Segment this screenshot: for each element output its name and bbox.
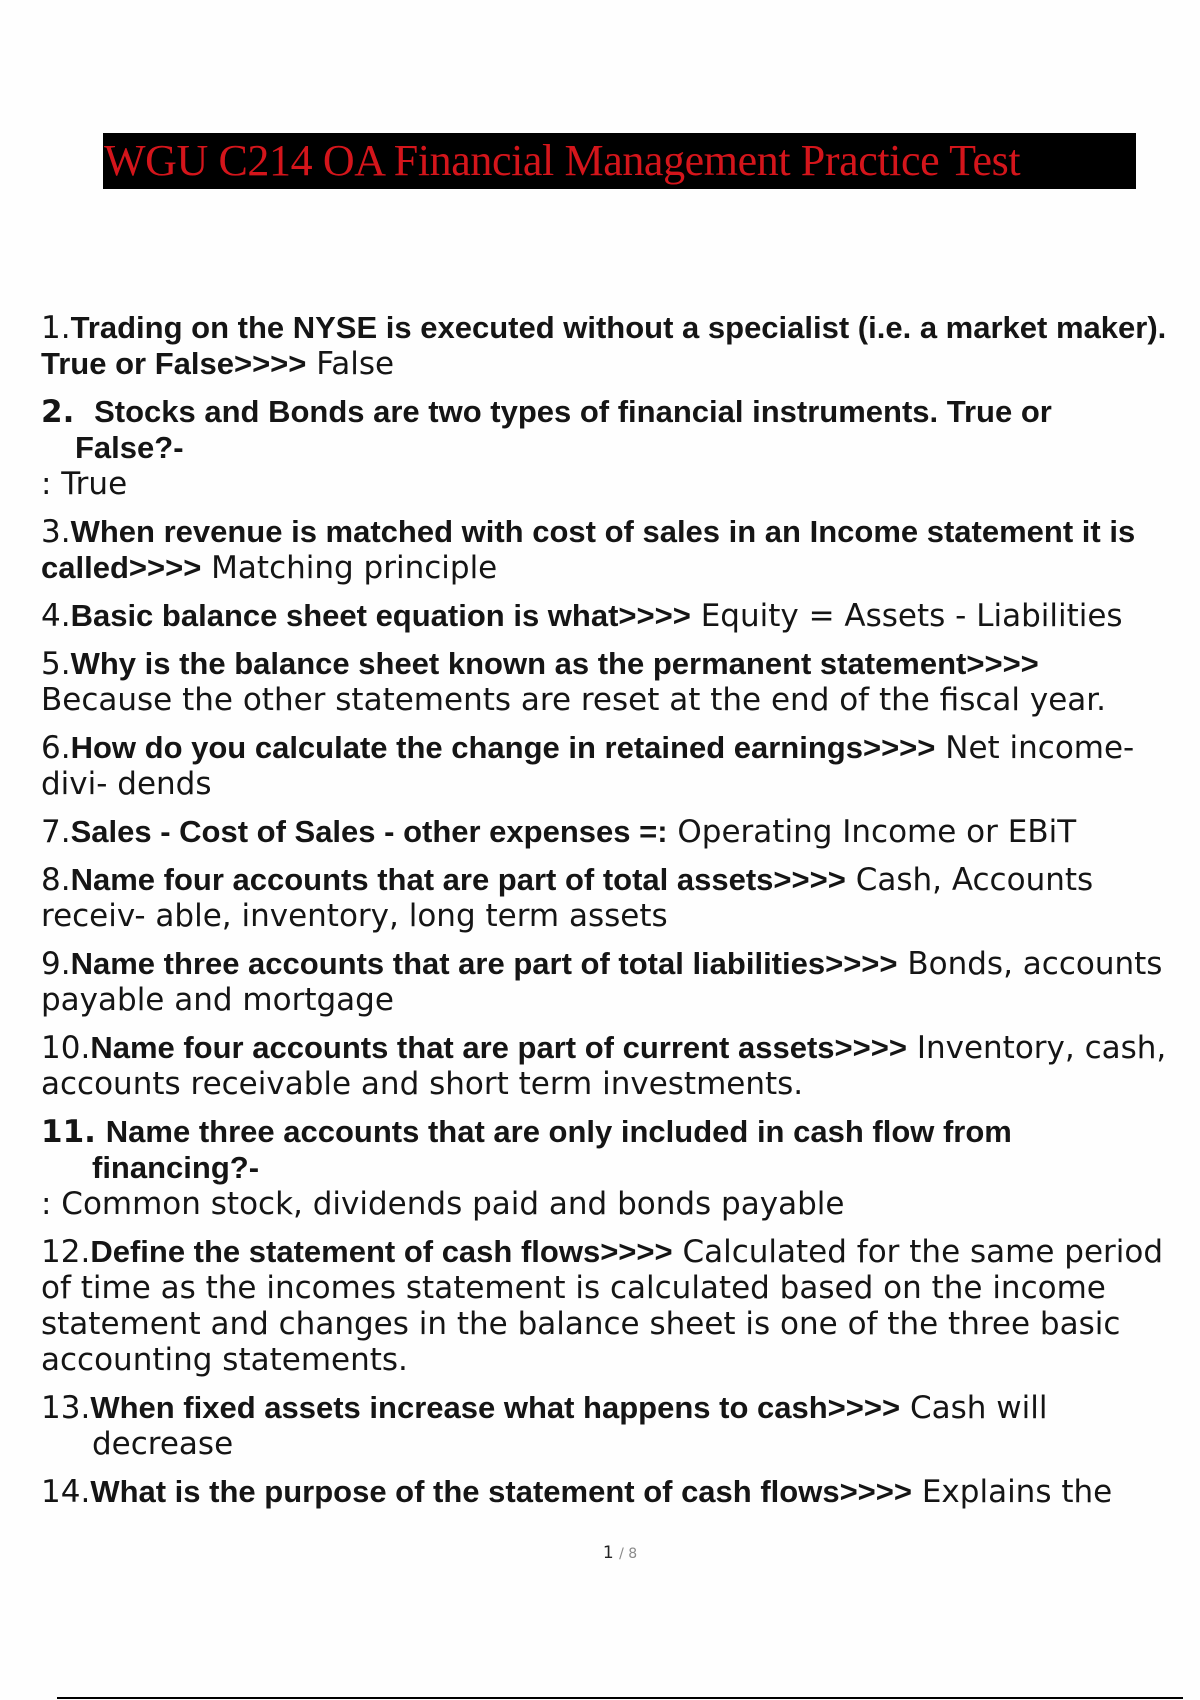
- question-item-8: [41, 862, 1171, 934]
- question-number: 2.: [41, 394, 75, 430]
- question-item-10: [41, 1030, 1171, 1102]
- question-number: 11.: [41, 1114, 96, 1150]
- question-number: 3.: [41, 514, 71, 550]
- question-text: Define the statement of cash flows>>>>: [90, 1234, 673, 1269]
- question-text: Name four accounts that are part of current assets>>>>: [90, 1030, 907, 1065]
- question-item-14: [41, 1474, 1171, 1510]
- question-item-12: [41, 1234, 1171, 1378]
- answer-text: Calculated for the same period of time as the incomes statement is calculated based on the income statement and changes in the balance sheet is one of the three basic accounting statements.: [41, 1234, 1164, 1378]
- question-number: 1.: [41, 310, 71, 346]
- question-item-13: [41, 1390, 1171, 1462]
- question-number: 4.: [41, 598, 71, 634]
- question-item-4: [41, 598, 1171, 634]
- question-number: 6.: [41, 730, 71, 766]
- question-text: Basic balance sheet equation is what>>>>: [70, 598, 691, 633]
- page-total: / 8: [619, 1546, 638, 1562]
- question-text: What is the purpose of the statement of cash flows>>>>: [90, 1474, 912, 1509]
- answer-text: Matching principle: [211, 550, 498, 586]
- answer-text: Cash will: [909, 1390, 1048, 1426]
- question-item-6: [41, 730, 1171, 802]
- question-number: 8.: [41, 862, 71, 898]
- answer-text: False: [316, 346, 395, 382]
- question-number: 9.: [41, 946, 71, 982]
- question-text: Trading on the NYSE is executed without a specialist (i.e. a market maker). True or False>>>>: [41, 310, 1167, 381]
- answer-text: Explains the: [921, 1474, 1113, 1510]
- question-number: 13.: [41, 1390, 91, 1426]
- question-text-continued: financing?-: [92, 1150, 260, 1185]
- answer-text: Operating Income or EBiT: [677, 814, 1077, 850]
- question-text: Why is the balance sheet known as the permanent statement>>>>: [70, 646, 1039, 681]
- question-text: How do you calculate the change in retained earnings>>>>: [70, 730, 936, 765]
- answer-text: Equity = Assets - Liabilities: [700, 598, 1123, 634]
- answer-text: Bonds, accounts payable and mortgage: [41, 946, 1163, 1018]
- question-number: 12.: [41, 1234, 91, 1270]
- question-list: [41, 310, 1171, 1522]
- answer-text: : Common stock, dividends paid and bonds payable: [41, 1186, 845, 1222]
- answer-text-continued: decrease: [92, 1426, 234, 1462]
- question-text: When revenue is matched with cost of sales in an Income statement it is called>>>>: [41, 514, 1136, 585]
- question-text-continued: False?-: [75, 430, 184, 465]
- question-text: Name four accounts that are part of total assets>>>>: [70, 862, 846, 897]
- page-current: 1: [602, 1543, 614, 1563]
- question-item-3: [41, 514, 1171, 586]
- question-item-7: [41, 814, 1171, 850]
- question-number: 10.: [41, 1030, 91, 1066]
- question-item-5: [41, 646, 1171, 718]
- question-number: 5.: [41, 646, 71, 682]
- answer-text: Cash, Accounts receiv- able, inventory, long term assets: [41, 862, 1094, 934]
- answer-text: : True: [41, 466, 128, 502]
- question-item-1: [41, 310, 1171, 382]
- document-title: WGU C214 OA Financial Management Practice Test: [104, 136, 1021, 185]
- question-text: Name three accounts that are part of total liabilities>>>>: [70, 946, 898, 981]
- title-banner: [103, 133, 1136, 189]
- question-text: Stocks and Bonds are two types of financial instruments. True or: [94, 394, 1052, 429]
- question-item-11: [41, 1114, 1171, 1222]
- footer-divider: [57, 1697, 1183, 1699]
- question-number: 7.: [41, 814, 71, 850]
- answer-text: Because the other statements are reset at the end of the fiscal year.: [41, 682, 1107, 718]
- question-item-2: [41, 394, 1171, 502]
- page-indicator: [0, 1543, 1200, 1563]
- question-number: 14.: [41, 1474, 91, 1510]
- answer-text: Net income-divi- dends: [41, 730, 1135, 802]
- question-text: When fixed assets increase what happens to cash>>>>: [90, 1390, 901, 1425]
- answer-text: Inventory, cash, accounts receivable and short term investments.: [41, 1030, 1167, 1102]
- question-text: Sales - Cost of Sales - other expenses =:: [70, 814, 668, 849]
- question-text: Name three accounts that are only included in cash flow from: [105, 1114, 1012, 1149]
- question-item-9: [41, 946, 1171, 1018]
